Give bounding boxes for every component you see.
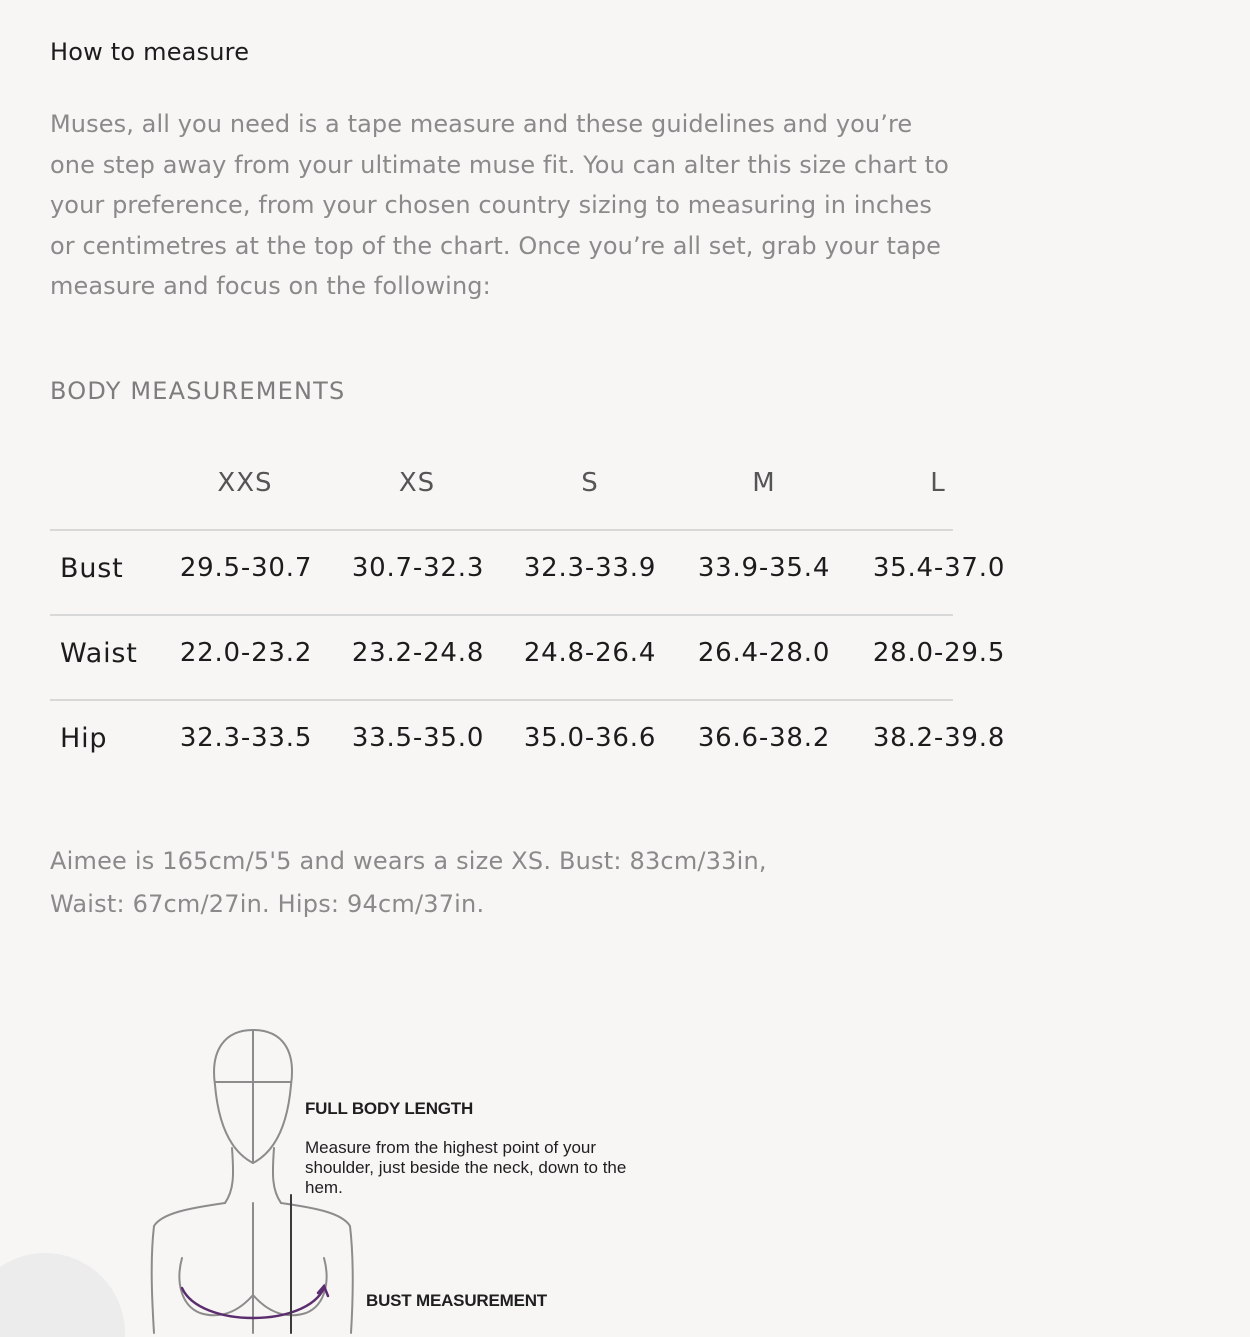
row-label-hip: Hip <box>60 723 108 754</box>
row-label-bust: Bust <box>60 553 124 584</box>
row-label-waist: Waist <box>60 638 138 669</box>
section-title: BODY MEASUREMENTS <box>50 377 346 405</box>
size-header-row <box>50 468 1250 508</box>
table-cell: 33.5-35.0 <box>351 723 485 753</box>
table-row <box>50 723 1250 763</box>
size-header-s: S <box>581 468 599 498</box>
table-row <box>50 553 1250 593</box>
size-header-xxs: XXS <box>217 468 273 498</box>
table-cell: 30.7-32.3 <box>351 553 485 583</box>
full-body-length-desc-line-1: Measure from the highest point of your <box>305 1138 597 1157</box>
full-body-length-title: FULL BODY LENGTH <box>305 1099 474 1118</box>
full-body-length-description <box>305 1138 705 1198</box>
model-info-line-2: Waist: 67cm/27in. Hips: 94cm/37in. <box>50 890 485 918</box>
table-cell: 35.4-37.0 <box>872 553 1006 583</box>
table-cell: 29.5-30.7 <box>179 553 313 583</box>
full-body-length-desc-line-3: hem. <box>305 1178 343 1197</box>
table-cell: 28.0-29.5 <box>872 638 1006 668</box>
table-cell: 38.2-39.8 <box>872 723 1006 753</box>
table-divider <box>50 529 953 531</box>
table-cell: 35.0-36.6 <box>523 723 657 753</box>
table-cell: 33.9-35.4 <box>697 553 831 583</box>
size-header-l: L <box>930 468 946 498</box>
table-cell: 24.8-26.4 <box>523 638 657 668</box>
measurement-diagram <box>50 1010 1000 1333</box>
table-cell: 32.3-33.5 <box>179 723 313 753</box>
table-cell: 32.3-33.9 <box>523 553 657 583</box>
table-divider <box>50 614 953 616</box>
page-title: How to measure <box>50 38 250 66</box>
table-cell: 23.2-24.8 <box>351 638 485 668</box>
table-cell: 26.4-28.0 <box>697 638 831 668</box>
table-cell: 22.0-23.2 <box>179 638 313 668</box>
table-cell: 36.6-38.2 <box>697 723 831 753</box>
model-info <box>50 840 960 926</box>
intro-paragraph: Muses, all you need is a tape measure and these guidelines and you’re one step away from your ultimate muse fit. You can alter this size chart to your preference, from your chosen country sizing to measuring in inches or centimetres at the top of the chart. Once you’re all set, grab your tape measure and focus on the following: <box>50 110 949 300</box>
bust-measurement-title: BUST MEASUREMENT <box>366 1291 547 1310</box>
size-header-xs: XS <box>398 468 436 498</box>
model-info-line-1: Aimee is 165cm/5'5 and wears a size XS. Bust: 83cm/33in, <box>50 847 767 875</box>
table-row <box>50 638 1250 678</box>
full-body-length-desc-line-2: shoulder, just beside the neck, down to the <box>305 1158 627 1177</box>
size-chart-table[interactable] <box>50 440 1006 790</box>
table-divider <box>50 699 953 701</box>
size-header-m: M <box>752 468 776 498</box>
decorative-circle <box>0 1253 125 1337</box>
